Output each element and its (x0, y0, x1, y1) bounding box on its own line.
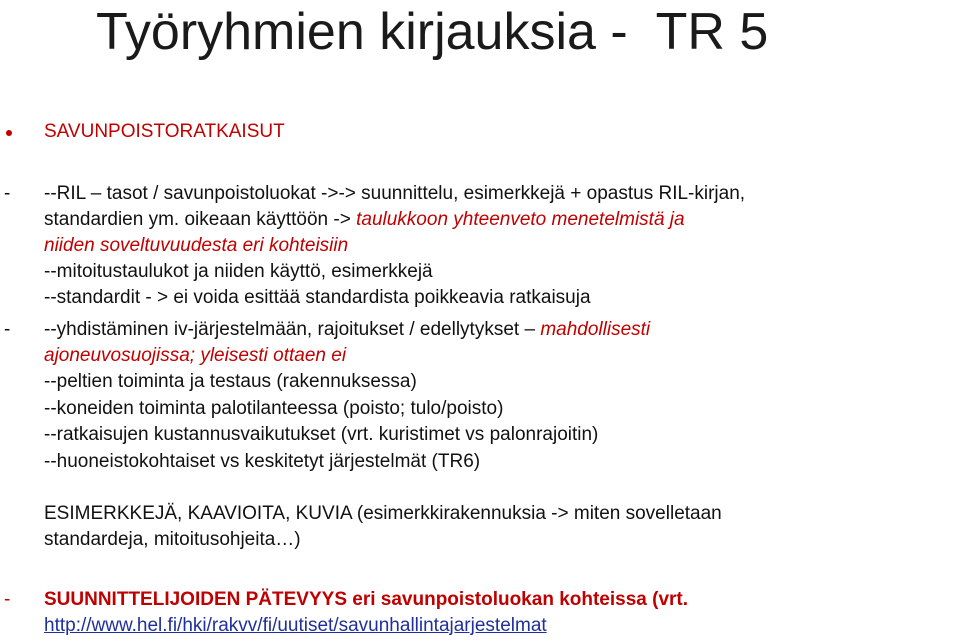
item1-line5: --standardit - > ei voida esittää standardista poikkeavia ratkaisuja (44, 287, 591, 308)
item2-line1-emphasis: mahdollisesti (540, 319, 651, 340)
item1-line2 (44, 207, 685, 233)
item1-line2-text: standardien ym. oikeaan käyttöön -> (44, 209, 357, 230)
section-heading: SAVUNPOISTORATKAISUT (44, 121, 285, 142)
bullet-dot-icon (6, 130, 12, 136)
item2-line1-text: --yhdistäminen iv-järjestelmään, rajoitukset / edellytykset – (44, 319, 541, 340)
slide-title: Työryhmien kirjauksia - TR 5 (96, 3, 769, 61)
reference-link[interactable]: http://www.hel.fi/hki/rakvv/fi/uutiset/savunhallintajarjestelmat (44, 615, 547, 636)
item2-line4: --koneiden toiminta palotilanteessa (poisto; tulo/poisto) (44, 398, 504, 419)
dash-marker: - (4, 319, 11, 340)
item2-line3: --peltien toiminta ja testaus (rakennuksessa) (44, 371, 417, 392)
dash-marker: - (4, 183, 11, 204)
competence-heading: SUUNNITTELIJOIDEN PÄTEVYYS eri savunpoistoluokan kohteissa (vrt. (44, 589, 689, 610)
item2-line5: --ratkaisujen kustannusvaikutukset (vrt. kuristimet vs palonrajoitin) (44, 424, 599, 445)
examples-line1: ESIMERKKEJÄ, KAAVIOITA, KUVIA (esimerkkirakennuksia -> miten sovelletaan (44, 503, 722, 524)
dash-marker: - (4, 589, 11, 610)
item1-line2-emphasis: taulukkoon yhteenveto menetelmistä ja (356, 209, 685, 230)
item1-line1: --RIL – tasot / savunpoistoluokat ->-> suunnittelu, esimerkkejä + opastus RIL-kirjan, (44, 183, 746, 204)
examples-line2: standardeja, mitoitusohjeita…) (44, 529, 301, 550)
item2-line2: ajoneuvosuojissa; yleisesti ottaen ei (44, 345, 347, 366)
item1-line4: --mitoitustaulukot ja niiden käyttö, esimerkkejä (44, 261, 433, 282)
item2-line1 (44, 317, 650, 343)
item2-line6: --huoneistokohtaiset vs keskitetyt järjestelmät (TR6) (44, 451, 481, 472)
item1-line3: niiden soveltuvuudesta eri kohteisiin (44, 235, 349, 256)
